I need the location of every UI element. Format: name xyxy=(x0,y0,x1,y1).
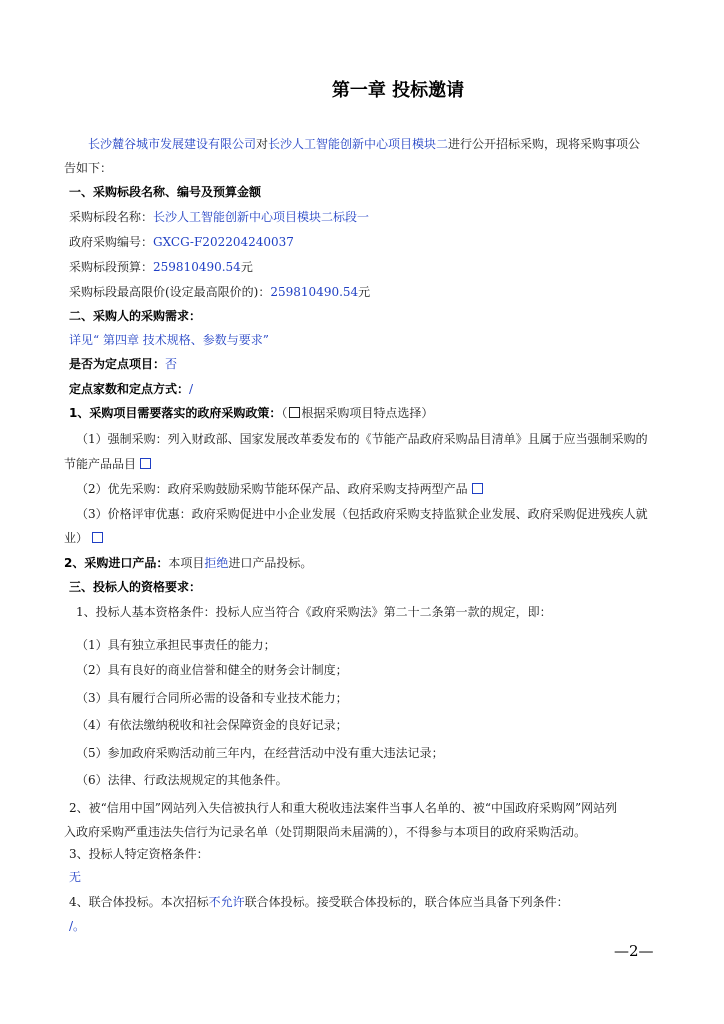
lot-name-value: 长沙人工智能创新中心项目模块二标段一 xyxy=(153,210,370,224)
chapter-title: 第一章 投标邀请 xyxy=(331,80,465,101)
condition-1: （1）具有独立承担民事责任的能力； xyxy=(76,638,276,652)
page-number: —2— xyxy=(614,942,654,960)
checkbox-icon xyxy=(472,483,483,494)
condition-6: （6）法律、行政法规规定的其他条件。 xyxy=(76,773,288,787)
section-1-heading: 一、采购标段名称、编号及预算金额 xyxy=(69,185,262,199)
checkbox-icon xyxy=(289,407,300,418)
procurement-code-row: 政府采购编号：GXCG-F202204240037 xyxy=(69,235,294,249)
requirements-detail: 详见“ 第四章 技术规格、参数与要求” xyxy=(69,333,269,347)
procurement-code-value: GXCG-F202204240037 xyxy=(153,235,294,249)
consortium-value: 不允许 xyxy=(208,895,245,909)
consortium-row: 4、联合体投标。本次招标不允许联合体投标。接受联合体投标的，联合体应当具备下列条件： xyxy=(69,895,569,909)
fixed-point-row: 是否为定点项目：否 xyxy=(69,357,178,371)
consortium-conditions: /。 xyxy=(69,919,86,933)
lot-name-row: 采购标段名称：长沙人工智能创新中心项目模块二标段一 xyxy=(69,210,370,224)
checkbox-icon xyxy=(92,532,103,543)
credit-line-1: 2、被“信用中国”网站列入失信被执行人和重大税收违法案件当事人名单的、被“中国政府采购网”网站列 xyxy=(69,801,618,815)
special-qualification-value: 无 xyxy=(69,870,82,884)
condition-5: （5）参加政府采购活动前三年内，在经营活动中没有重大违法记录； xyxy=(76,746,444,760)
section-3-heading: 三、投标人的资格要求： xyxy=(69,580,202,594)
import-row: 2、采购进口产品：本项目拒绝进口产品投标。 xyxy=(64,556,313,570)
credit-line-2: 入政府采购严重违法失信行为记录名单（处罚期限尚未届满的），不得参与本项目的政府采购活动。 xyxy=(64,825,587,839)
purchaser-name: 长沙麓谷城市发展建设有限公司 xyxy=(88,137,257,151)
budget-row: 采购标段预算：259810490.54元 xyxy=(69,260,253,274)
condition-3: （3）具有履行合同所必需的设备和专业技术能力； xyxy=(76,691,348,705)
policy-item-2: （2）优先采购：政府采购鼓励采购节能环保产品、政府采购支持两型产品 xyxy=(76,481,483,497)
policy-item-1-line-1: （1）强制采购：列入财政部、国家发展改革委发布的《节能产品政府采购品目清单》且属于应当强制采购的 xyxy=(76,432,648,446)
project-name: 长沙人工智能创新中心项目模块二 xyxy=(268,137,449,151)
basic-qualification: 1、投标人基本资格条件：投标人应当符合《政府采购法》第二十二条第一款的规定，即： xyxy=(76,605,552,619)
policy-item-1-line-2: 节能产品品目 xyxy=(64,456,151,472)
max-price-row: 采购标段最高限价(设定最高限价的)：259810490.54元 xyxy=(69,285,371,299)
fixed-count-value: / xyxy=(189,382,194,396)
section-2-heading: 二、采购人的采购需求： xyxy=(69,309,202,323)
max-price-value: 259810490.54 xyxy=(270,285,359,299)
special-qualification-label: 3、投标人特定资格条件： xyxy=(69,847,209,861)
fixed-point-value: 否 xyxy=(165,357,178,371)
budget-value: 259810490.54 xyxy=(153,260,241,274)
fixed-count-row: 定点家数和定点方式：/ xyxy=(69,382,194,396)
policy-item-3-line-1: （3）价格评审优惠：政府采购促进中小企业发展（包括政府采购支持监狱企业发展、政府采购促进残疾人就 xyxy=(76,507,648,521)
checkbox-icon xyxy=(140,458,151,469)
condition-2: （2）具有良好的商业信誉和健全的财务会计制度； xyxy=(76,663,348,677)
policy-heading-row: 1、采购项目需要落实的政府采购政策：（ 根据采购项目特点选择） xyxy=(69,406,434,420)
intro-line-2: 告如下： xyxy=(64,161,113,175)
import-value: 拒绝 xyxy=(204,556,229,570)
intro-line-1: 长沙麓谷城市发展建设有限公司对长沙人工智能创新中心项目模块二进行公开招标采购，现将采购事项公 xyxy=(88,137,641,151)
condition-4: （4）有依法缴纳税收和社会保障资金的良好记录； xyxy=(76,718,348,732)
policy-item-3-line-2: 业） xyxy=(64,530,103,546)
